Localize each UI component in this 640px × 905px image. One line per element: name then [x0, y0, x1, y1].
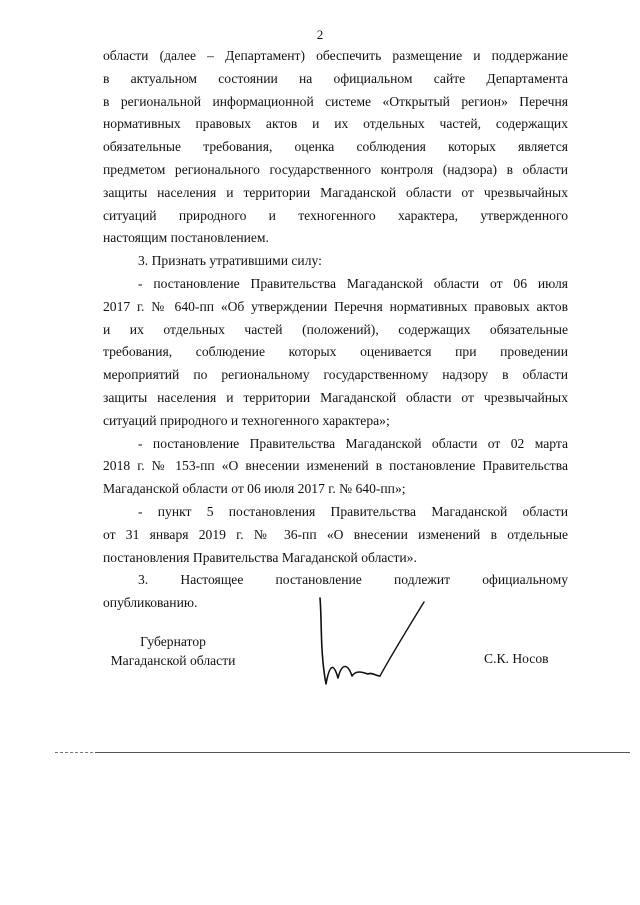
body-text-line: нормативных правовых актов и их отдельных частей, содержащих	[103, 116, 568, 132]
body-text-line: предметом регионального государственного контроля (надзора) в области	[103, 161, 568, 177]
body-text-line: обязательные требования, оценка соблюдения которых является	[103, 139, 568, 155]
body-text-line: 2018 г. № 153-пп «О внесении изменений в постановление Правительства	[103, 458, 568, 474]
body-text-line: - постановление Правительства Магаданской области от 06 июля	[138, 275, 568, 291]
body-text-line: постановления Правительства Магаданской области».	[103, 549, 417, 565]
body-text-line: настоящим постановлением.	[103, 230, 269, 246]
body-text-line: ситуаций природного и техногенного характера, утвержденного	[103, 207, 568, 223]
body-text-line: и их отдельных частей (положений), содержащих обязательные	[103, 321, 568, 337]
body-text-line: - постановление Правительства Магаданской области от 02 марта	[138, 435, 568, 451]
signatory-name: С.К. Носов	[484, 651, 549, 666]
page-divider-solid	[95, 752, 630, 753]
body-text-line: - пункт 5 постановления Правительства Магаданской области	[138, 503, 568, 519]
signatory-position-line-2: Магаданской области	[110, 653, 236, 668]
page-number: 2	[316, 27, 324, 42]
signatory-position	[103, 632, 243, 670]
body-text-line: опубликованию.	[103, 595, 198, 611]
body-text-line: 3. Настоящее постановление подлежит официальному	[138, 572, 568, 588]
body-text-line: 2017 г. № 640-пп «Об утверждении Перечня нормативных правовых актов	[103, 298, 568, 314]
body-text-line: мероприятий по региональному государственному надзору в области	[103, 367, 568, 383]
body-text-line: ситуаций природного и техногенного характера»;	[103, 412, 390, 428]
signatory-position-line-1: Губернатор	[140, 634, 206, 649]
body-text-line: требования, соблюдение которых оценивается при проведении	[103, 344, 568, 360]
body-text-line: в региональной информационной системе «Открытый регион» Перечня	[103, 93, 568, 109]
body-text-line: области (далее – Департамент) обеспечить размещение и поддержание	[103, 48, 568, 63]
body-text-line: защиты населения и территории Магаданской области от чрезвычайных	[103, 389, 568, 405]
handwritten-signature	[312, 592, 432, 692]
body-text-line: от 31 января 2019 г. № 36-пп «О внесении изменений в отдельные	[103, 526, 568, 542]
body-text-line: Магаданской области от 06 июля 2017 г. № 640-пп»;	[103, 481, 406, 497]
document-body	[103, 45, 568, 615]
body-text-line: защиты населения и территории Магаданской области от чрезвычайных	[103, 184, 568, 200]
body-text-line: 3. Признать утратившими силу:	[138, 253, 322, 269]
body-text-line: в актуальном состоянии на официальном сайте Департамента	[103, 70, 568, 86]
